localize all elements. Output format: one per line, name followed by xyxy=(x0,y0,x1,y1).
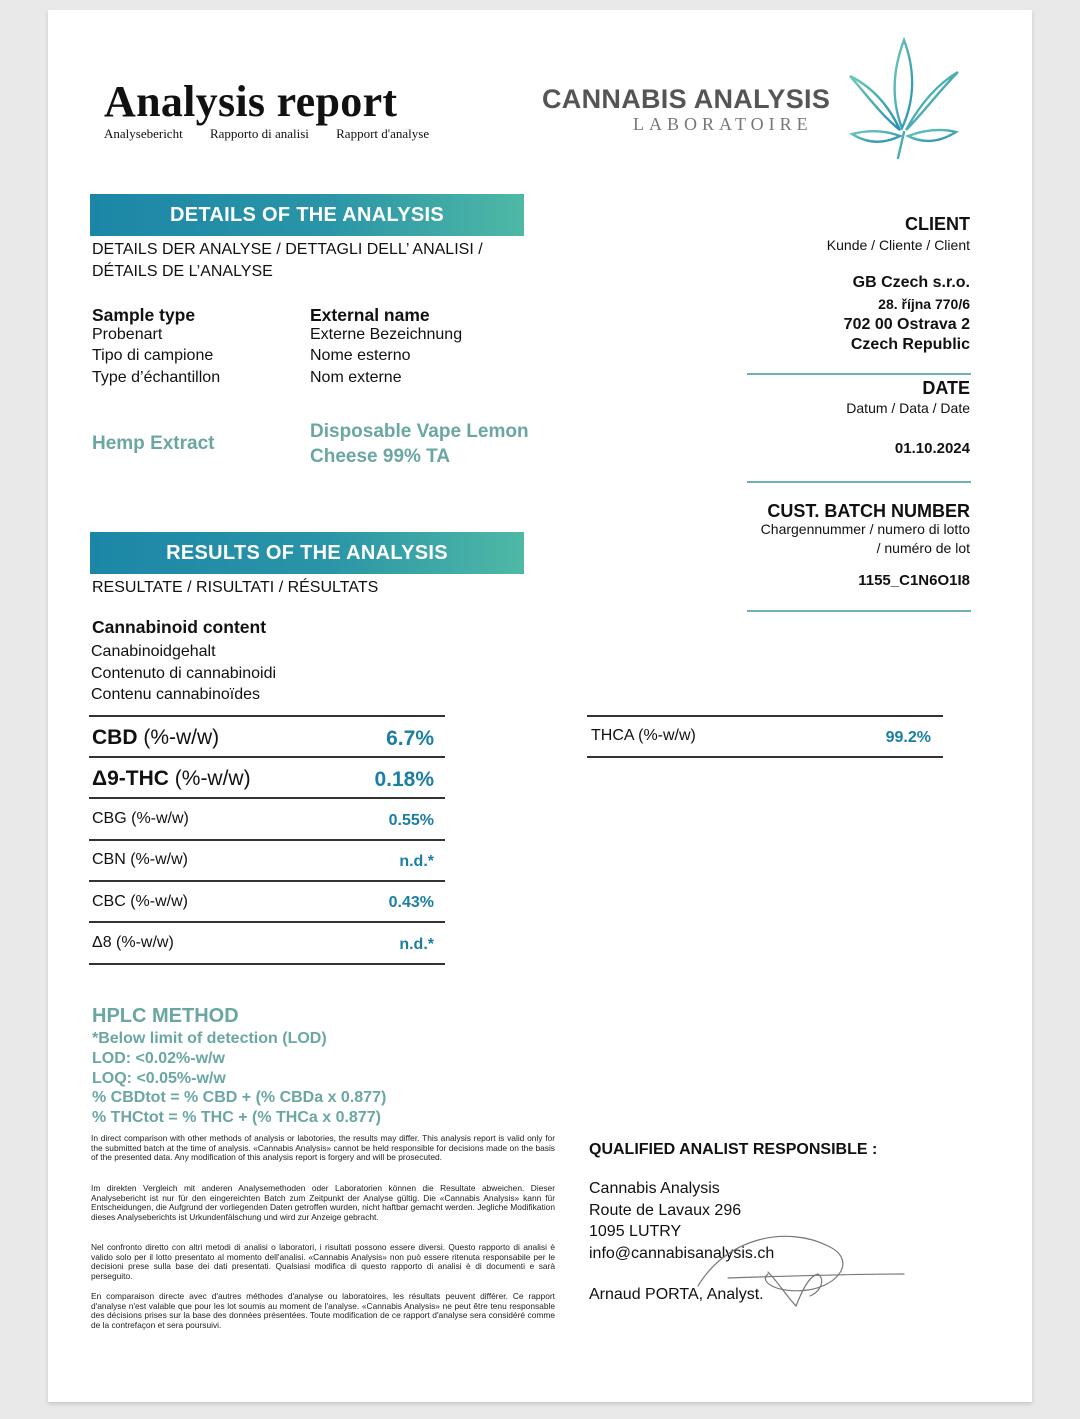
row-cbg-value: 0.55% xyxy=(388,812,434,829)
row-thca-value: 99.2% xyxy=(885,729,931,746)
disclaimer-de: Im direkten Vergleich mit anderen Analysemethoden oder Laboratorien können die Resultate abweichen. Dieser Analysebericht ist nur für den eingereichten Batch zum Zeitpunkt der Analyse gültig. Die «Cannabis Analysis» kann für Entscheidungen, die Aufgrund der vorliegenden Daten getroffen wurden, nicht haftbar gemacht werden. Jegliche Modifikation dieses Analyseberichts ist Urkundenfälschung und wird zur Anzeige gebracht. xyxy=(91,1183,555,1222)
table-rule xyxy=(89,880,445,882)
details-banner: DETAILS OF THE ANALYSIS xyxy=(90,194,524,236)
table-rule xyxy=(89,756,445,758)
report-title: Analysis report xyxy=(104,77,398,126)
responsible-analyst: Arnaud PORTA, Analyst. xyxy=(589,1286,764,1303)
hplc-line: % CBDtot = % CBD + (% CBDa x 0.877) xyxy=(92,1089,387,1106)
batch-sub-2: / numéro de lot xyxy=(876,540,970,556)
cannabinoid-de: Canabinoidgehalt xyxy=(91,643,216,660)
hplc-line: % THCtot = % THC + (% THCa x 0.877) xyxy=(92,1109,381,1126)
table-rule xyxy=(89,715,445,717)
results-subtitle: RESULTATE / RISULTATI / RÉSULTATS xyxy=(92,579,379,596)
table-rule xyxy=(89,839,445,841)
row-d8-value: n.d.* xyxy=(399,936,434,953)
cannabinoid-label: Cannabinoid content xyxy=(92,617,267,637)
external-name-de: Externe Bezeichnung xyxy=(310,326,463,343)
table-rule xyxy=(587,756,943,758)
responsible-email: info@cannabisanalysis.ch xyxy=(589,1245,775,1262)
disclaimer-fr: En comparaison directe avec d'autres méthodes d'analyse ou laboratoires, les résultats peuvent différer. Ce rapport d'analyse n'est valable que pour les lot soumis au moment de l'analyse. «Cannabis Analysis» ne peut être tenu responsable des décisions prises sur la base des données présentées. Toute modification de ce rapport d'analyse sera considéré comme de la contrefaçon et sera poursuivi. xyxy=(91,1291,555,1330)
responsible-label: QUALIFIED ANALIST RESPONSIBLE : xyxy=(589,1141,878,1158)
row-cbn-name: CBN (%-w/w) xyxy=(92,851,188,868)
hplc-line: LOD: <0.02%-w/w xyxy=(92,1050,225,1067)
table-rule xyxy=(89,797,445,799)
cannabinoid-it: Contenuto di cannabinoidi xyxy=(91,665,277,682)
sample-type-label: Sample type xyxy=(92,305,196,325)
hplc-title: HPLC METHOD xyxy=(92,1005,239,1027)
responsible-company: Cannabis Analysis xyxy=(589,1180,720,1197)
cannabinoid-fr: Contenu cannabinoïdes xyxy=(91,686,261,703)
subtitle-it: Rapporto di analisi xyxy=(209,126,309,141)
row-d8-name: Δ8 (%-w/w) xyxy=(92,934,174,951)
divider xyxy=(747,481,971,483)
sample-type-value: Hemp Extract xyxy=(92,433,215,454)
table-rule xyxy=(89,921,445,923)
client-street: 28. října 770/6 xyxy=(878,296,970,312)
row-d9thc-name xyxy=(92,767,251,791)
date-value: 01.10.2024 xyxy=(894,440,970,457)
responsible-city: 1095 LUTRY xyxy=(589,1223,682,1240)
divider xyxy=(747,373,971,375)
batch-sub-1: Chargennummer / numero di lotto xyxy=(760,521,970,537)
table-rule xyxy=(587,715,943,717)
details-subtitle-2: DÉTAILS DE L’ANALYSE xyxy=(92,263,273,280)
sample-type-fr: Type d’échantillon xyxy=(92,369,221,386)
report-page xyxy=(48,10,1032,1402)
client-city: 702 00 Ostrava 2 xyxy=(843,316,970,333)
responsible-street: Route de Lavaux 296 xyxy=(589,1202,742,1219)
subtitle-fr: Rapport d'analyse xyxy=(336,126,430,141)
table-rule xyxy=(89,963,445,965)
row-cbn-value: n.d.* xyxy=(399,853,434,870)
row-cbc-value: 0.43% xyxy=(388,894,434,911)
subtitle-de: Analysebericht xyxy=(104,126,183,141)
row-thca-name: THCA (%-w/w) xyxy=(591,727,696,744)
row-d9thc-value: 0.18% xyxy=(374,768,434,791)
hplc-line: LOQ: <0.05%-w/w xyxy=(92,1070,226,1087)
row-cbg-name: CBG (%-w/w) xyxy=(92,810,189,827)
external-name-value-2: Cheese 99% TA xyxy=(310,446,451,467)
logo-subtitle: LABORATOIRE xyxy=(633,114,813,134)
batch-label: CUST. BATCH NUMBER xyxy=(767,501,970,521)
client-sub: Kunde / Cliente / Client xyxy=(826,237,970,253)
report-subtitles xyxy=(104,126,453,142)
external-name-it: Nome esterno xyxy=(310,347,411,364)
date-sub: Datum / Data / Date xyxy=(846,400,970,416)
row-cbd-value: 6.7% xyxy=(386,727,434,750)
client-label: CLIENT xyxy=(905,214,970,234)
disclaimer-it: Nel confronto diretto con altri metodi di analisi o laboratori, i risultati possono essere diversi. Questo rapporto di analisi è valido solo per il lotto presentato al momento dell'analisi. «Cannabis Analysis» non può essere ritenuta responsabile per le decisioni prese sulla base dei dati presentati. Qualsiasi modifica di questo rapporto di analisi è di documenti e sarà perseguito. xyxy=(91,1242,555,1281)
divider xyxy=(747,610,971,612)
row-d9thc-label: Δ9-THC xyxy=(92,767,169,790)
logo-name: CANNABIS ANALYSIS xyxy=(542,84,831,114)
client-name: GB Czech s.r.o. xyxy=(852,274,970,291)
batch-value: 1155_C1N6O1I8 xyxy=(858,572,970,589)
client-country: Czech Republic xyxy=(850,336,970,353)
external-name-fr: Nom externe xyxy=(310,369,402,386)
row-cbd-name xyxy=(92,726,219,750)
sample-type-it: Tipo di campione xyxy=(92,347,214,364)
date-label: DATE xyxy=(922,378,970,398)
row-cbc-name: CBC (%-w/w) xyxy=(92,893,188,910)
cannabis-leaf-logo-icon xyxy=(844,32,964,162)
disclaimer-en: In direct comparison with other methods of analysis or labotories, the results may differ. This analysis report is valid only for the submitted batch at the time of analysis. «Cannabis Analysis» cannot be held responsible for decisions made on the basis of the presented data. Any modification of this analysis report is forgery and will be prosecuted. xyxy=(91,1133,555,1163)
external-name-label: External name xyxy=(310,305,430,325)
sample-type-de: Probenart xyxy=(92,326,163,343)
row-d9thc-unit: (%-w/w) xyxy=(168,767,251,790)
row-cbd-unit: (%-w/w) xyxy=(137,726,220,749)
hplc-line: *Below limit of detection (LOD) xyxy=(92,1030,327,1047)
results-banner: RESULTS OF THE ANALYSIS xyxy=(90,532,524,574)
details-subtitle-1: DETAILS DER ANALYSE / DETTAGLI DELL’ ANALISI / xyxy=(92,241,483,258)
external-name-value-1: Disposable Vape Lemon xyxy=(310,421,529,442)
row-cbd-label: CBD xyxy=(92,726,138,749)
